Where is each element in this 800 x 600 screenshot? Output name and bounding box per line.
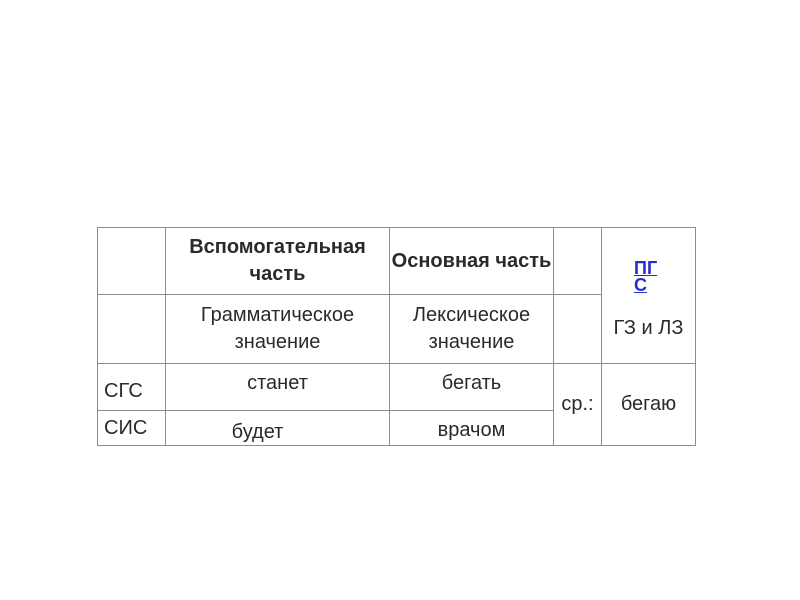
sgs-main-cell	[390, 364, 554, 411]
table-row-header	[98, 228, 696, 295]
empty-meaning-cell	[554, 295, 602, 364]
empty-corner-cell	[98, 228, 166, 295]
pgs-cell	[602, 228, 696, 364]
sgs-main-word: бегать	[441, 371, 502, 394]
grammar-table	[97, 227, 696, 446]
pgs-link[interactable]: ПГС	[634, 258, 658, 295]
sis-main-cell	[390, 411, 554, 446]
sgs-label: СГС	[104, 379, 143, 402]
grammatical-meaning-cell: Грамматическое значение	[166, 295, 390, 364]
pgs-cell-content	[602, 228, 695, 363]
sgs-auxiliary-cell	[166, 364, 390, 411]
sgs-label-cell	[98, 364, 166, 411]
empty-meaning-label-cell	[98, 295, 166, 364]
compare-cell: ср.:	[554, 364, 602, 446]
sgs-auxiliary-word: станет	[247, 371, 308, 394]
sis-main-word: врачом	[437, 418, 506, 441]
sis-auxiliary-word: будет	[231, 420, 284, 443]
table-row-sgs	[98, 364, 696, 411]
header-auxiliary-part: Вспомогательная часть	[166, 228, 390, 295]
example-cell: бегаю	[602, 364, 696, 446]
empty-header-cell	[554, 228, 602, 295]
lexical-meaning-cell: Лексическое значение	[390, 295, 554, 364]
gz-lz-label: ГЗ и ЛЗ	[613, 317, 684, 339]
sis-auxiliary-cell	[166, 411, 390, 446]
header-main-part: Основная часть	[390, 228, 554, 295]
sis-label-cell: СИС	[98, 411, 166, 446]
